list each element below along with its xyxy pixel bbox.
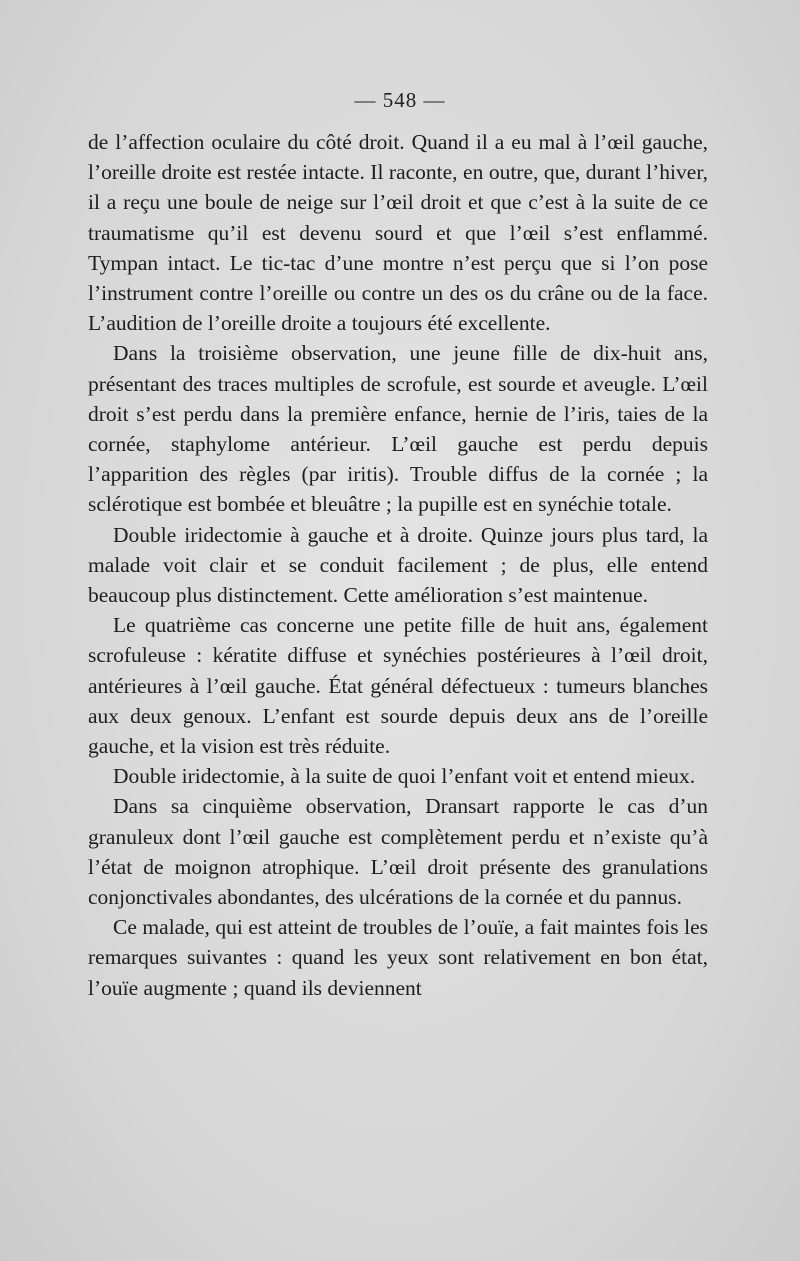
- paragraph-5: Double iridectomie, à la suite de quoi l’enfant voit et entend mieux.: [113, 764, 696, 789]
- paragraph-3: Double iridectomie à gauche et à droite. Quinze jours plus tard, la malade voit clair et se conduit facilement ; de plus, elle entend beaucoup plus distinctement. Cette amélioration s’est maintenue.: [88, 522, 708, 608]
- paragraph-2: Dans la troisième observation, une jeune fille de dix-huit ans, présentant des traces multiples de scrofule, est sourde et aveugle. L’œil droit s’est perdu dans la première enfance, hernie de l’iris, taies de la cornée, staphylome antérieur. L’œil gauche est perdu depuis l’apparition des règles (par iritis). Trouble diffus de la cornée ; la sclérotique est bombée et bleuâtre ; la pupille est en synéchie totale.: [88, 341, 708, 517]
- paragraph-1: de l’affection oculaire du côté droit. Quand il a eu mal à l’œil gauche, l’oreille droite est restée intacte. Il raconte, en outre, que, durant l’hiver, il a reçu une boule de neige sur l’œil droit et que c’est à la suite de ce traumatisme qu’il est devenu sourd et que l’œil s’est enflammé. Tympan intact. Le tic-tac d’une montre n’est perçu que si l’on pose l’instrument contre l’oreille ou contre un des os du crâne ou de la face. L’audition de l’oreille droite a toujours été excellente.: [88, 130, 708, 336]
- paragraph-7: Ce malade, qui est atteint de troubles de l’ouïe, a fait maintes fois les remarques suivantes : quand les yeux sont relativement en bon état, l’ouïe augmente ; quand ils deviennent: [88, 915, 708, 1000]
- page-number: — 548 —: [354, 88, 446, 112]
- body-text: [88, 127, 708, 1003]
- paragraph-6: Dans sa cinquième observation, Dransart rapporte le cas d’un granuleux dont l’œil gauche est complètement perdu et n’existe qu’à l’état de moignon atrophique. L’œil droit présente des granulations conjonctivales abondantes, des ulcérations de la cornée et du pannus.: [88, 794, 708, 910]
- paragraph-4: Le quatrième cas concerne une petite fille de huit ans, également scrofuleuse : kératite diffuse et synéchies postérieures à l’œil droit, antérieures à l’œil gauche. État général défectueux : tumeurs blanches aux deux genoux. L’enfant est sourde depuis deux ans de l’oreille gauche, et la vision est très réduite.: [88, 613, 708, 759]
